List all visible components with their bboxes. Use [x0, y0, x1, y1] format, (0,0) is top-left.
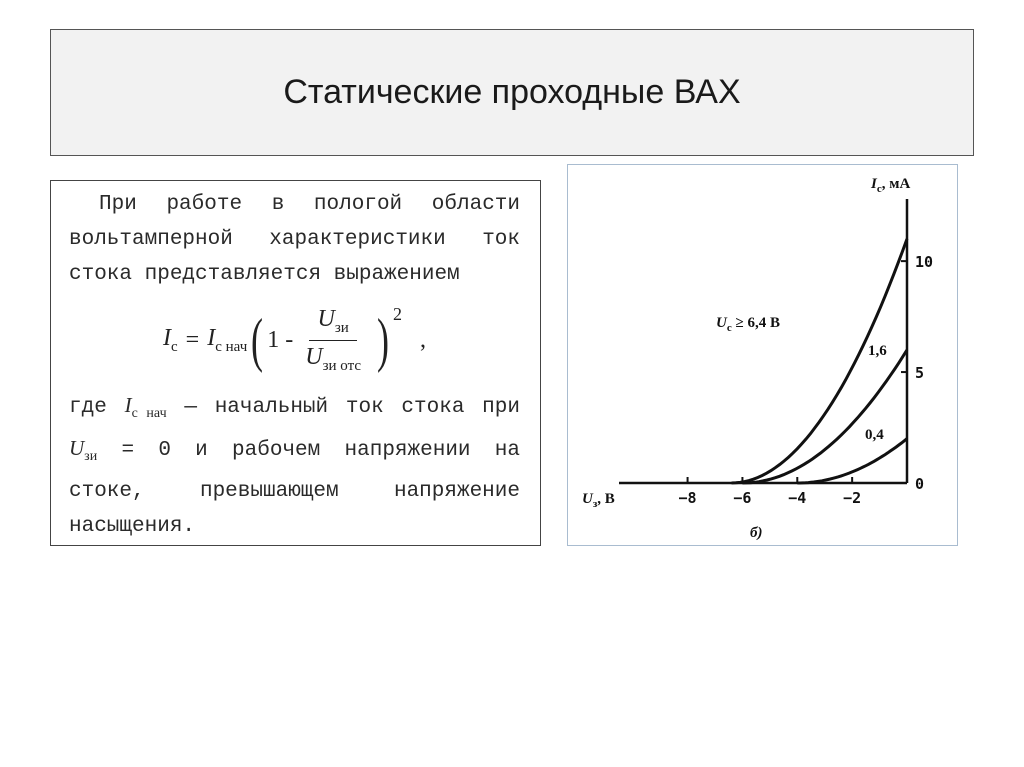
transfer-characteristic-chart — [567, 164, 958, 546]
formula-i0: $I_{с нач}$ — [207, 324, 248, 355]
formula-one-minus: 1 - — [267, 326, 294, 353]
x-axis-label: $U_з$, В — [582, 491, 615, 510]
slide-title: Статические проходные ВАХ — [283, 73, 741, 111]
title-panel — [50, 29, 974, 156]
formula-left-paren: ( — [251, 307, 264, 373]
explanation-paragraph: где $I_{с нач}$ — начальный ток стока при $U_{зи} = 0$ и рабочем напряжении на стоке, превышающем напряжение насыщения. — [69, 393, 520, 539]
text-panel — [50, 180, 541, 546]
drain-current-formula — [69, 292, 520, 388]
formula-lhs: $I_с$ — [163, 324, 178, 355]
intro-paragraph: При работе в пологой области вольтамперной характеристики ток стока представляется выражением — [69, 193, 520, 286]
formula-numerator: $U_{зи}$ — [309, 306, 356, 341]
x-tick-label: −4 — [788, 489, 807, 507]
series-label-1-6: 1,6 — [868, 343, 887, 359]
chart-caption: б) — [750, 525, 763, 541]
formula-fraction — [297, 306, 369, 375]
y-tick-label: 10 — [915, 253, 934, 272]
formula-power: 2 — [392, 304, 402, 324]
y-axis-label: $I_с$, мА — [871, 176, 911, 195]
formula-right-paren: ) — [376, 307, 389, 373]
chart-canvas — [568, 165, 956, 544]
series-curve-1 — [732, 239, 908, 483]
series-label-0-4: 0,4 — [865, 427, 884, 443]
x-tick-label: −2 — [843, 489, 862, 507]
formula-comma: , — [419, 326, 426, 353]
series-curve-3 — [797, 439, 907, 483]
formula-denominator: $U_{зи отс}$ — [305, 343, 361, 374]
formula-eq: = — [185, 326, 200, 353]
y-tick-label: 0 — [915, 475, 925, 493]
y-tick-label: 5 — [915, 364, 925, 383]
x-tick-label: −8 — [678, 489, 697, 507]
x-tick-label: −6 — [733, 489, 752, 507]
series-label-uc: $U_с \ge 6,4$ В — [716, 315, 780, 334]
